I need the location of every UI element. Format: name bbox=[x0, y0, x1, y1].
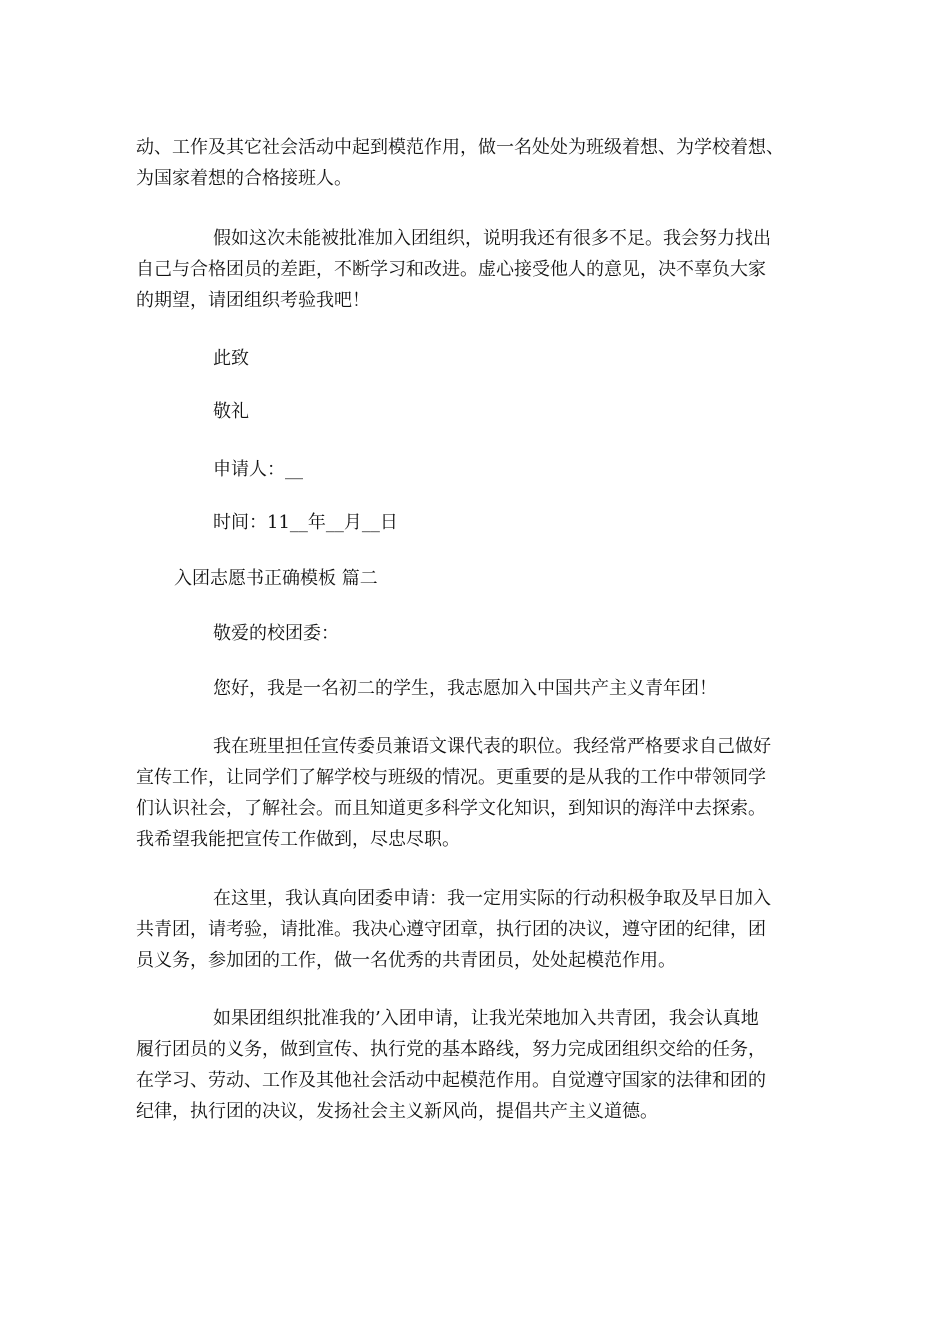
text-line: 在这里，我认真向团委申请：我一定用实际的行动积极争取及早日加入 bbox=[213, 888, 771, 909]
text-line: 履行团员的义务，做到宣传、执行党的基本路线，努力完成团组织交给的任务， bbox=[136, 1039, 766, 1060]
text-line: 纪律，执行团的决议，发扬社会主义新风尚，提倡共产主义道德。 bbox=[136, 1101, 658, 1122]
text-line: 为国家着想的合格接班人。 bbox=[136, 168, 352, 189]
paragraph-role bbox=[136, 731, 836, 855]
text-line: 如果团组织批准我的’入团申请，让我光荣地加入共青团，我会认真地 bbox=[213, 1008, 759, 1029]
text-line: 在学习、劳动、工作及其他社会活动中起模范作用。自觉遵守国家的法律和团的 bbox=[136, 1070, 766, 1091]
paragraph-continuation bbox=[136, 132, 836, 194]
text-line: 敬爱的校团委： bbox=[213, 623, 339, 644]
text-line: 宣传工作，让同学们了解学校与班级的情况。更重要的是从我的工作中带领同学 bbox=[136, 767, 766, 788]
text-line: 自己与合格团员的差距，不断学习和改进。虚心接受他人的意见，决不辜负大家 bbox=[136, 259, 766, 280]
closing-regards bbox=[136, 396, 836, 427]
text-line: 动、工作及其它社会活动中起到模范作用，做一名处处为班级着想、为学校着想、 bbox=[136, 137, 784, 158]
date-line bbox=[136, 507, 836, 538]
text-line: 员义务，参加团的工作，做一名优秀的共青团员，处处起模范作用。 bbox=[136, 950, 676, 971]
text-line: 假如这次未能被批准加入团组织，说明我还有很多不足。我会努力找出 bbox=[213, 228, 771, 249]
text-line: 我希望我能把宣传工作做到，尽忠尽职。 bbox=[136, 829, 460, 850]
text-line: 的期望，请团组织考验我吧！ bbox=[136, 290, 370, 311]
paragraph-intro bbox=[136, 673, 836, 704]
text-line: 我在班里担任宣传委员兼语文课代表的职位。我经常严格要求自己做好 bbox=[213, 736, 771, 757]
paragraph-not-approved bbox=[136, 223, 836, 316]
text-line: 时间：11__年__月__日 bbox=[213, 512, 398, 533]
closing-salutation bbox=[136, 343, 836, 374]
text-line: 们认识社会，了解社会。而且知道更多科学文化知识，到知识的海洋中去探索。 bbox=[136, 798, 766, 819]
text-line: 敬礼 bbox=[213, 401, 249, 422]
paragraph-application bbox=[136, 883, 836, 976]
text-line: 此致 bbox=[213, 348, 249, 369]
paragraph-commitment bbox=[136, 1003, 836, 1127]
applicant-signature-line bbox=[136, 454, 836, 485]
text-line: 入团志愿书正确模板 篇二 bbox=[174, 568, 378, 589]
text-line: 申请人：__ bbox=[213, 459, 303, 480]
letter-greeting bbox=[136, 618, 836, 649]
section-heading bbox=[136, 563, 836, 594]
text-line: 共青团，请考验，请批准。我决心遵守团章，执行团的决议，遵守团的纪律，团 bbox=[136, 919, 766, 940]
text-line: 您好，我是一名初二的学生，我志愿加入中国共产主义青年团！ bbox=[213, 678, 717, 699]
